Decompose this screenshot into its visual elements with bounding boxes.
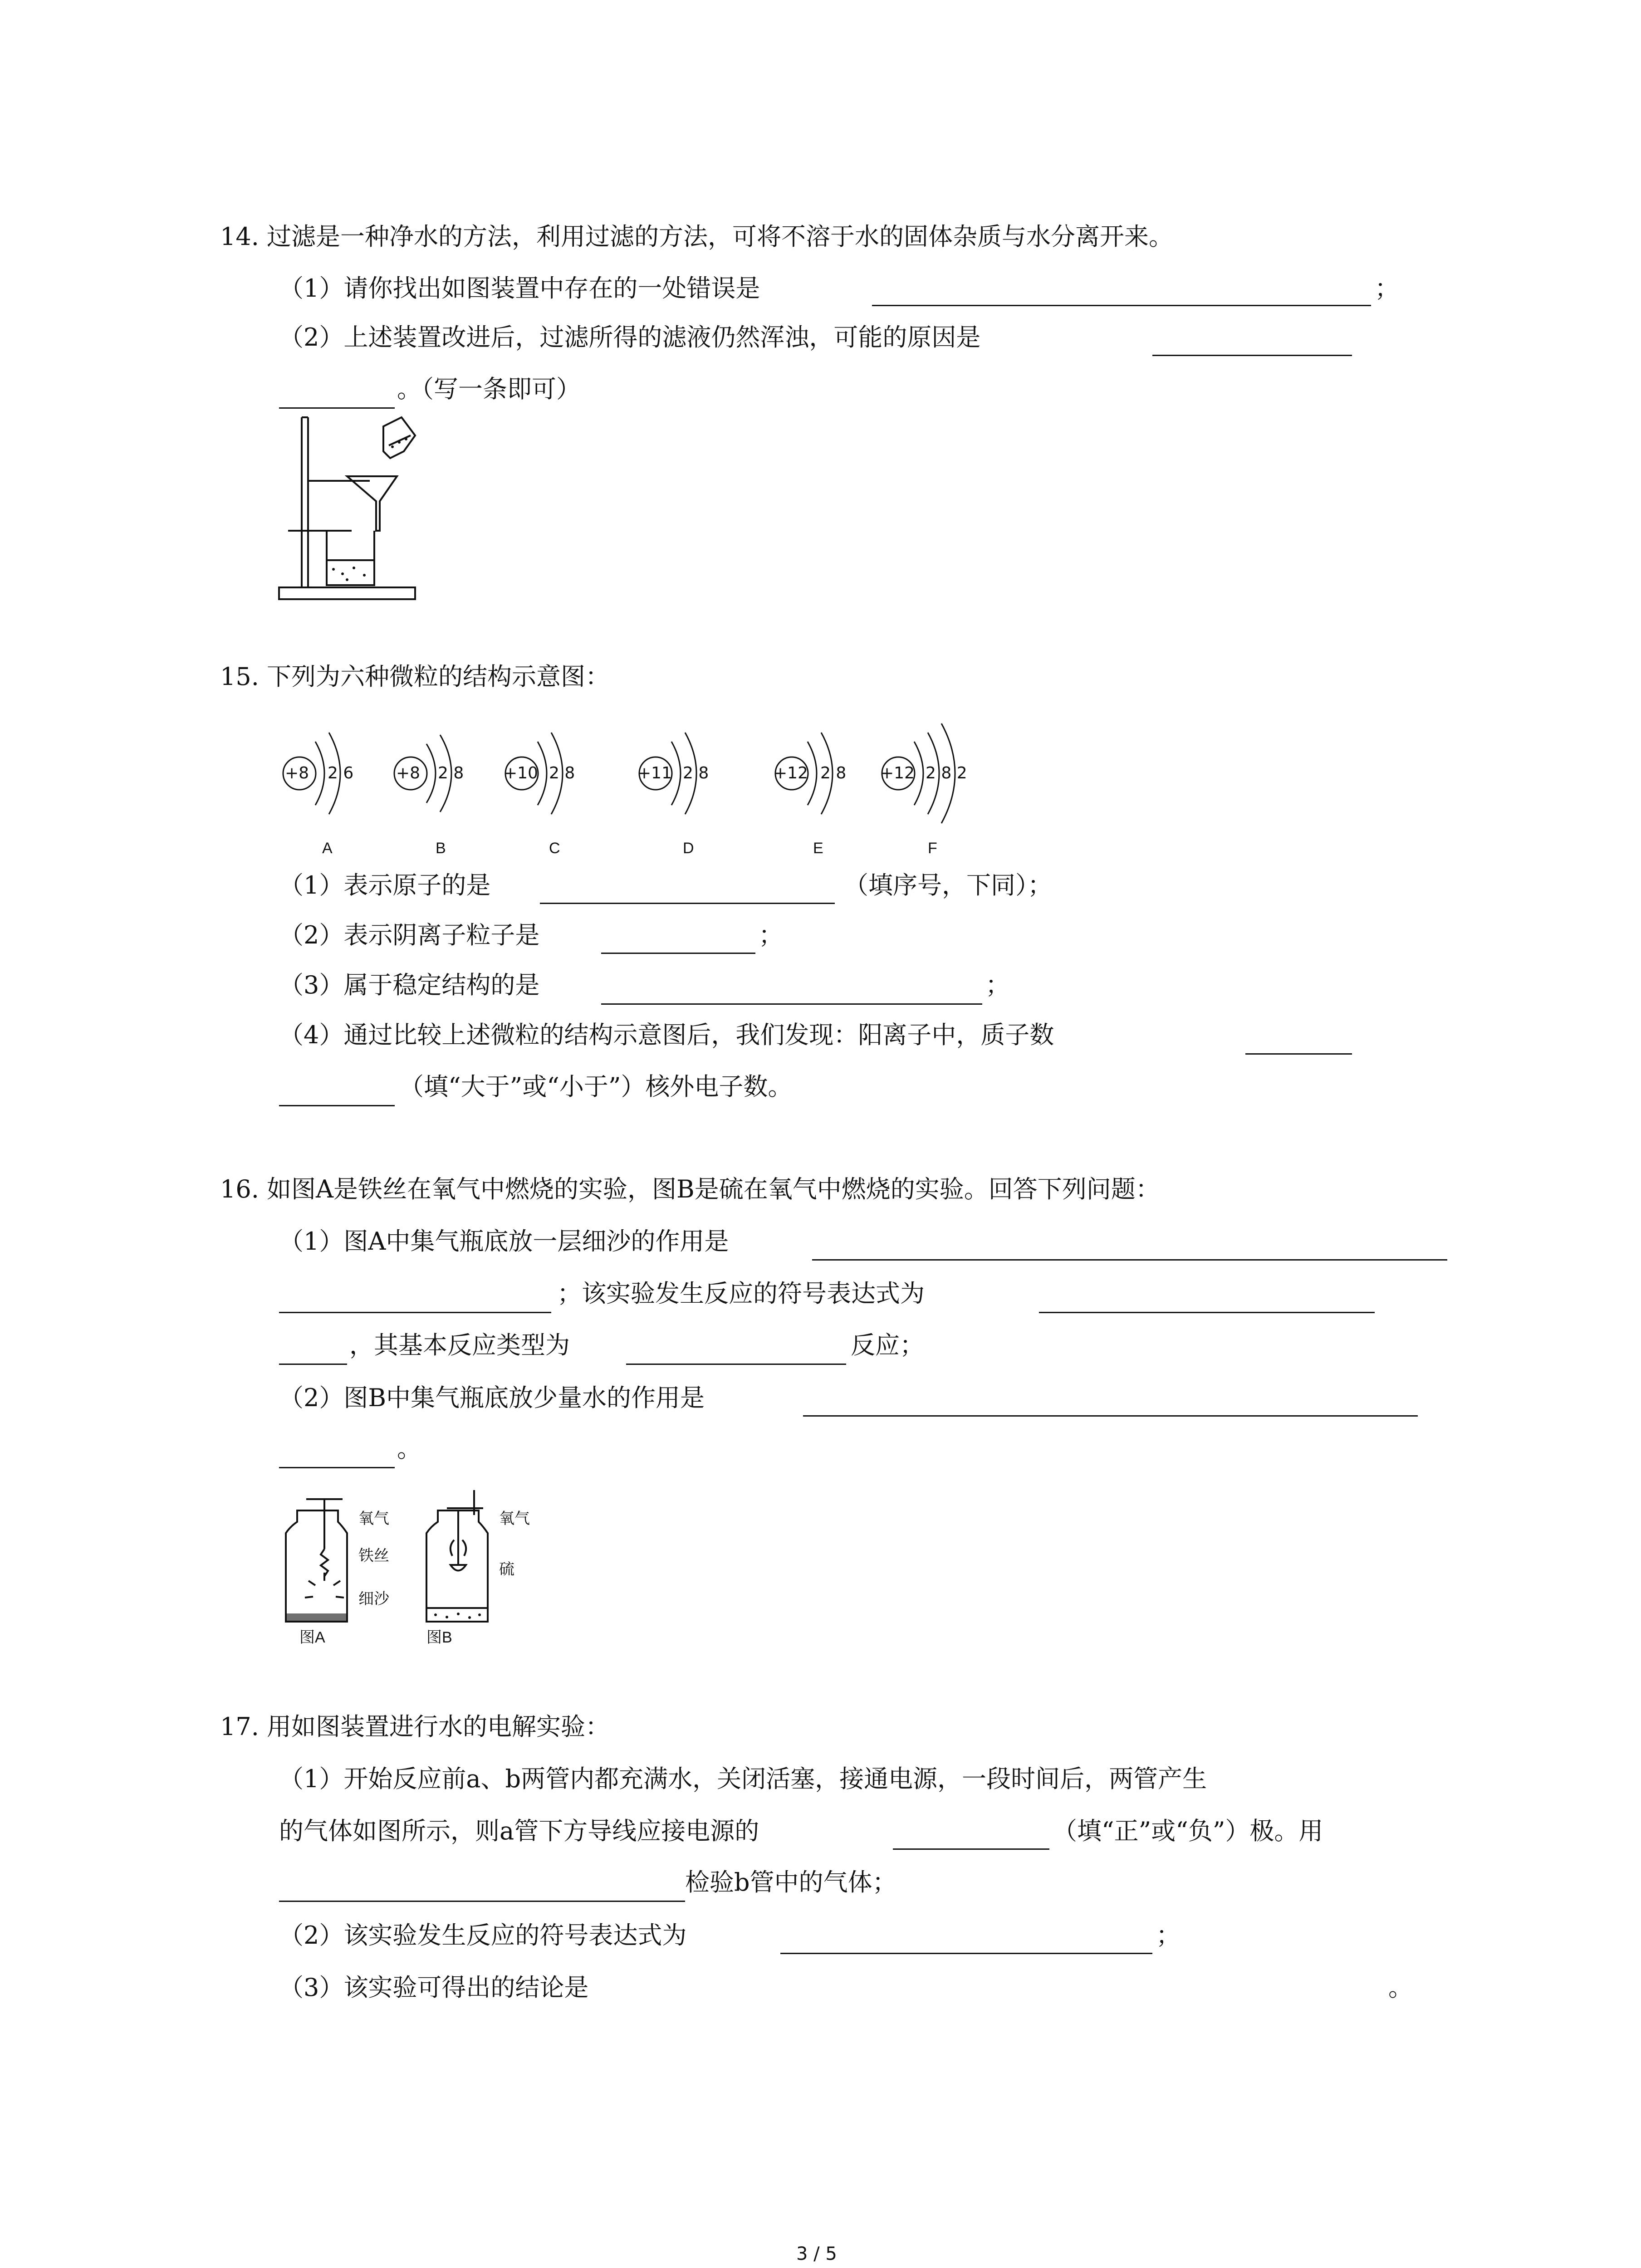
particle-c-nucleus: +10 — [504, 764, 538, 782]
particle-c-letter: C — [549, 840, 560, 857]
q17-stem: 17. 用如图装置进行水的电解实验： — [220, 1712, 610, 1741]
q15-part3: （3）属于稳定结构的是 — [279, 971, 540, 999]
q15-stem: 15. 下列为六种微粒的结构示意图： — [220, 662, 610, 691]
particle-b-letter: B — [436, 840, 446, 857]
q17-part1-line3: 检验b管中的气体； — [685, 1868, 897, 1897]
particle-f-shells: 2 8 2 — [926, 764, 967, 782]
q16-part1-blank-a[interactable] — [812, 1259, 1447, 1261]
q14-part1-blank[interactable] — [872, 305, 1371, 306]
figure-a-label-oxygen: 氧气 — [358, 1510, 389, 1527]
q17-part1-line2-end: （填“正”或“负”）极。用 — [1053, 1817, 1323, 1845]
q17-part3: （3）该实验可得出的结论是 — [279, 1973, 589, 2002]
particle-structure-diagrams — [274, 708, 991, 862]
q15-part3-end: ； — [985, 971, 1010, 999]
particle-a-letter: A — [322, 840, 333, 857]
particle-a-shells: 2 6 — [328, 764, 354, 782]
q17-part1-line1: （1）开始反应前a、b两管内都充满水，关闭活塞，接通电源，一段时间后，两管产生 — [279, 1765, 1207, 1793]
q16-part2-blank-b[interactable] — [279, 1467, 395, 1468]
q17-part2-end: ； — [1156, 1921, 1181, 1950]
q14-part2-end: 。（写一条即可） — [397, 375, 581, 403]
q17-part1-line2: 的气体如图所示，则a管下方导线应接电源的 — [279, 1817, 759, 1845]
particle-b-shells: 2 8 — [438, 764, 464, 782]
particle-a-nucleus: +8 — [285, 764, 309, 782]
q15-part2: （2）表示阴离子粒子是 — [279, 921, 540, 949]
figure-b-label-oxygen: 氧气 — [499, 1510, 530, 1527]
q14-part1-end: ； — [1375, 274, 1399, 303]
q15-part2-end: ； — [759, 921, 783, 949]
q17-part1-blank-b[interactable] — [279, 1901, 685, 1902]
figure-a-label-iron-wire: 铁丝 — [358, 1547, 389, 1564]
q15-part1-end: （填序号，下同）； — [844, 871, 1052, 899]
q15-part4-blank-a[interactable] — [1245, 1053, 1352, 1055]
q16-part1-blank-e[interactable] — [626, 1364, 846, 1365]
q17-part1-blank-a[interactable] — [893, 1848, 1049, 1850]
q16-part2-blank-a[interactable] — [803, 1415, 1418, 1417]
figure-a-caption: 图A — [299, 1629, 325, 1646]
q16-stem: 16. 如图A是铁丝在氧气中燃烧的实验，图B是硫在氧气中燃烧的实验。回答下列问题： — [220, 1175, 1160, 1203]
figure-a-iron-combustion — [279, 1495, 361, 1631]
particle-e-shells: 2 8 — [820, 764, 847, 782]
particle-b-nucleus: +8 — [396, 764, 421, 782]
particle-c-shells: 2 8 — [549, 764, 575, 782]
particle-e-nucleus: +12 — [774, 764, 808, 782]
q15-part1-blank[interactable] — [540, 903, 835, 904]
figure-b-label-sulfur: 硫 — [499, 1561, 514, 1578]
q16-part1-blank-d[interactable] — [279, 1364, 347, 1365]
q17-part2: （2）该实验发生反应的符号表达式为 — [279, 1921, 687, 1950]
page-number: 3 / 5 — [796, 2244, 837, 2264]
q16-part1-end: 反应； — [851, 1331, 924, 1359]
q16-part2-end: 。 — [397, 1434, 421, 1463]
q15-part4-blank-b[interactable] — [279, 1105, 395, 1106]
particle-f-nucleus: +12 — [880, 764, 915, 782]
particle-f-letter: F — [928, 840, 937, 857]
particle-d-nucleus: +11 — [637, 764, 672, 782]
q17-part3-end: 。 — [1388, 1973, 1413, 2002]
q16-part1-blank-b[interactable] — [279, 1312, 551, 1313]
q15-part2-blank[interactable] — [601, 953, 755, 954]
particle-d-shells: 2 8 — [683, 764, 709, 782]
q15-part1: （1）表示原子的是 — [279, 871, 491, 899]
q15-part4-end: （填“大于”或“小于”）核外电子数。 — [399, 1072, 793, 1101]
figure-b-caption: 图B — [426, 1629, 452, 1646]
particle-d-letter: D — [683, 840, 694, 857]
q14-part1: （1）请你找出如图装置中存在的一处错误是 — [279, 274, 760, 303]
q16-part1-mid2: ，其基本反应类型为 — [349, 1331, 570, 1359]
q15-part4: （4）通过比较上述微粒的结构示意图后，我们发现：阳离子中，质子数 — [279, 1021, 1054, 1049]
q14-part2-blank-a[interactable] — [1152, 355, 1352, 356]
particle-e-letter: E — [813, 840, 823, 857]
figure-b-sulfur-combustion — [420, 1488, 501, 1624]
q16-part1: （1）图A中集气瓶底放一层细沙的作用是 — [279, 1227, 729, 1256]
q14-part2: （2）上述装置改进后，过滤所得的滤液仍然浑浊，可能的原因是 — [279, 323, 981, 352]
figure-a-label-sand: 细沙 — [358, 1590, 389, 1608]
q15-part3-blank[interactable] — [601, 1003, 982, 1005]
q17-part2-blank[interactable] — [780, 1953, 1152, 1954]
q16-part1-mid: ；该实验发生反应的符号表达式为 — [557, 1279, 925, 1308]
filtration-apparatus-figure — [274, 408, 424, 603]
q16-part1-blank-c[interactable] — [1039, 1312, 1375, 1313]
q16-part2: （2）图B中集气瓶底放少量水的作用是 — [279, 1383, 705, 1412]
q14-stem: 14. 过滤是一种净水的方法，利用过滤的方法，可将不溶于水的固体杂质与水分离开来。 — [220, 222, 1174, 251]
